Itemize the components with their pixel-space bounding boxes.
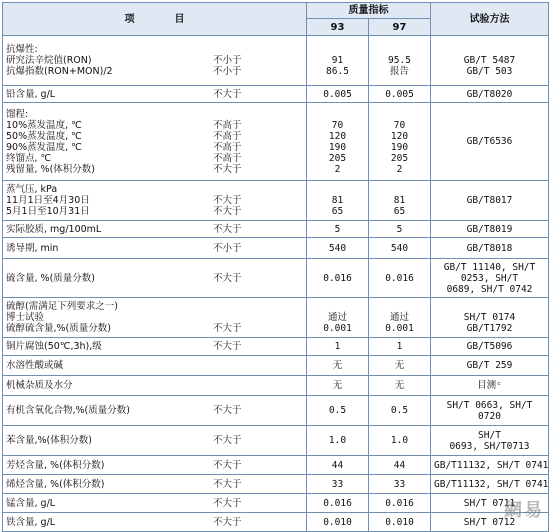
limit-label: 不高于	[213, 142, 303, 153]
grade-97-cell	[369, 238, 431, 259]
item-label: 铁含量, g/L	[6, 517, 55, 528]
grade-97-cell-value: 44	[372, 460, 427, 471]
item-label: 50%蒸发温度, ℃	[6, 131, 82, 142]
limit-label	[213, 380, 303, 391]
table-row	[3, 356, 549, 376]
grade-97-cell-value: 无	[372, 360, 427, 371]
method-cell	[431, 238, 549, 259]
grade-93-cell-value	[310, 44, 365, 55]
header-item: 项 目	[3, 3, 307, 36]
limit-label: 不大于	[213, 323, 303, 334]
item-label: 实际胶质, mg/100mL	[6, 224, 101, 235]
item-label: 芳烃含量, %(体积分数)	[6, 460, 104, 471]
method-cell	[431, 396, 549, 426]
grade-93-cell-value: 1	[310, 341, 365, 352]
table-row	[3, 103, 549, 181]
grade-93-cell-value: 0.001	[310, 323, 365, 334]
grade-93-cell-value	[310, 184, 365, 195]
grade-93-cell	[307, 36, 369, 86]
watermark-logo: 網易	[504, 496, 544, 522]
method-cell	[431, 221, 549, 238]
limit-label: 不大于	[213, 479, 303, 490]
item-label: 抗爆性:	[6, 44, 38, 55]
table-row	[3, 338, 549, 356]
method-cell-value: SH/T	[434, 430, 545, 441]
limit-label	[213, 184, 303, 195]
item-cell	[3, 86, 307, 103]
grade-93-cell	[307, 221, 369, 238]
item-cell	[3, 103, 307, 181]
grade-93-cell-value: 2	[310, 164, 365, 175]
item-label: 硫含量, %(质量分数)	[6, 273, 95, 284]
grade-97-cell	[369, 513, 431, 532]
limit-label: 不高于	[213, 131, 303, 142]
item-cell	[3, 238, 307, 259]
method-cell-value: GB/T6536	[434, 136, 545, 147]
table-row	[3, 426, 549, 456]
item-label: 11月1日至4月30日	[6, 195, 90, 206]
method-cell-value: GB/T 5487	[434, 55, 545, 66]
item-label: 抗爆指数(RON+MON)/2	[6, 66, 113, 77]
limit-label	[213, 301, 303, 312]
header-quality: 质量指标	[307, 3, 431, 19]
method-cell	[431, 103, 549, 181]
grade-97-cell-value: 5	[372, 224, 427, 235]
method-cell-value: GB/T11132, SH/T 0741	[434, 479, 545, 490]
table-row	[3, 259, 549, 298]
item-cell	[3, 259, 307, 298]
item-label: 诱导期, min	[6, 243, 58, 254]
limit-label: 不大于	[213, 435, 303, 446]
grade-97-cell-value: 0.010	[372, 517, 427, 528]
grade-93-cell-value: 190	[310, 142, 365, 153]
grade-97-cell-value: 70	[372, 120, 427, 131]
table-row	[3, 396, 549, 426]
grade-97-cell-value: 0.016	[372, 498, 427, 509]
item-cell	[3, 475, 307, 494]
method-cell-value: 0689, SH/T 0742	[434, 284, 545, 295]
method-cell-value: GB/T1792	[434, 323, 545, 334]
limit-label	[213, 44, 303, 55]
item-label: 水溶性酸或碱	[6, 360, 63, 371]
grade-93-cell	[307, 426, 369, 456]
item-cell	[3, 36, 307, 86]
method-cell-value: GB/T8020	[434, 89, 545, 100]
grade-93-cell-value: 205	[310, 153, 365, 164]
item-cell	[3, 513, 307, 532]
table-row	[3, 494, 549, 513]
limit-label: 不大于	[213, 195, 303, 206]
grade-93-cell-value: 5	[310, 224, 365, 235]
method-cell-value: 0720	[434, 411, 545, 422]
item-cell	[3, 221, 307, 238]
grade-93-cell	[307, 376, 369, 396]
grade-97-cell	[369, 338, 431, 356]
method-cell-value: GB/T 259	[434, 360, 545, 371]
method-cell-value: SH/T 0712	[434, 517, 545, 528]
method-cell	[431, 181, 549, 221]
method-cell-value	[434, 301, 545, 312]
header-grade-93: 93	[307, 19, 369, 36]
header-method: 试验方法	[431, 3, 549, 36]
item-cell	[3, 456, 307, 475]
grade-93-cell	[307, 259, 369, 298]
table-row	[3, 86, 549, 103]
limit-label: 不大于	[213, 517, 303, 528]
method-cell	[431, 456, 549, 475]
grade-97-cell-value: 190	[372, 142, 427, 153]
grade-93-cell-value: 540	[310, 243, 365, 254]
grade-93-cell	[307, 475, 369, 494]
grade-97-cell-value: 报告	[372, 66, 427, 77]
grade-93-cell-value: 0.016	[310, 498, 365, 509]
item-label: 馏程:	[6, 109, 28, 120]
item-label: 铅含量, g/L	[6, 89, 55, 100]
grade-97-cell	[369, 356, 431, 376]
limit-label: 不大于	[213, 498, 303, 509]
method-cell-value: GB/T 503	[434, 66, 545, 77]
table-row	[3, 456, 549, 475]
grade-97-cell-value: 65	[372, 206, 427, 217]
grade-93-cell-value	[310, 301, 365, 312]
limit-label: 不小于	[213, 243, 303, 254]
grade-93-cell-value: 44	[310, 460, 365, 471]
item-label: 90%蒸发温度, ℃	[6, 142, 82, 153]
grade-93-cell-value: 91	[310, 55, 365, 66]
grade-97-cell	[369, 456, 431, 475]
grade-93-cell	[307, 103, 369, 181]
grade-97-cell-value	[372, 109, 427, 120]
method-cell	[431, 36, 549, 86]
limit-label: 不大于	[213, 164, 303, 175]
grade-93-cell	[307, 396, 369, 426]
grade-97-cell-value	[372, 301, 427, 312]
item-label: 研究法辛烷值(RON)	[6, 55, 92, 66]
grade-93-cell-value	[310, 109, 365, 120]
grade-97-cell-value: 0.5	[372, 405, 427, 416]
table-row	[3, 181, 549, 221]
grade-93-cell-value: 0.005	[310, 89, 365, 100]
grade-97-cell-value: 33	[372, 479, 427, 490]
grade-93-cell-value: 33	[310, 479, 365, 490]
grade-97-cell	[369, 86, 431, 103]
grade-93-cell-value: 81	[310, 195, 365, 206]
header-grade-97: 97	[369, 19, 431, 36]
method-cell	[431, 86, 549, 103]
method-cell	[431, 426, 549, 456]
table-row	[3, 238, 549, 259]
grade-97-cell-value	[372, 44, 427, 55]
item-cell	[3, 396, 307, 426]
grade-93-cell-value: 1.0	[310, 435, 365, 446]
item-label: 有机含氧化合物,%(质量分数)	[6, 405, 130, 416]
limit-label: 不大于	[213, 341, 303, 352]
method-cell-value	[434, 44, 545, 55]
grade-93-cell	[307, 298, 369, 338]
grade-97-cell	[369, 36, 431, 86]
item-label: 博士试验	[6, 312, 44, 323]
method-cell	[431, 356, 549, 376]
grade-93-cell	[307, 238, 369, 259]
grade-93-cell	[307, 513, 369, 532]
grade-97-cell	[369, 475, 431, 494]
grade-97-cell-value: 120	[372, 131, 427, 142]
grade-97-cell-value: 81	[372, 195, 427, 206]
grade-97-cell-value: 95.5	[372, 55, 427, 66]
item-label: 10%蒸发温度, ℃	[6, 120, 82, 131]
limit-label: 不高于	[213, 153, 303, 164]
grade-93-cell-value: 无	[310, 380, 365, 391]
item-cell	[3, 298, 307, 338]
method-cell-value: GB/T8019	[434, 224, 545, 235]
item-cell	[3, 426, 307, 456]
item-label: 铜片腐蚀(50℃,3h),级	[6, 341, 102, 352]
item-label: 硫醇(需满足下列要求之一)	[6, 301, 118, 312]
grade-93-cell-value: 无	[310, 360, 365, 371]
item-cell	[3, 376, 307, 396]
grade-97-cell-value: 0.001	[372, 323, 427, 334]
method-cell	[431, 259, 549, 298]
grade-97-cell-value: 0.016	[372, 273, 427, 284]
grade-93-cell	[307, 181, 369, 221]
method-cell-value: GB/T8017	[434, 195, 545, 206]
method-cell	[431, 338, 549, 356]
table-row	[3, 475, 549, 494]
grade-97-cell	[369, 259, 431, 298]
table-row	[3, 376, 549, 396]
table-row	[3, 221, 549, 238]
grade-93-cell-value: 65	[310, 206, 365, 217]
method-cell-value: 0253, SH/T	[434, 273, 545, 284]
limit-label: 不小于	[213, 66, 303, 77]
grade-97-cell	[369, 426, 431, 456]
grade-97-cell-value: 1.0	[372, 435, 427, 446]
item-cell	[3, 356, 307, 376]
item-label: 终馏点, ℃	[6, 153, 51, 164]
grade-97-cell	[369, 494, 431, 513]
method-cell	[431, 475, 549, 494]
grade-93-cell-value: 120	[310, 131, 365, 142]
limit-label	[213, 312, 303, 323]
method-cell-value: 目测ᶜ	[434, 380, 545, 391]
item-label: 硫醇硫含量,%(质量分数)	[6, 323, 111, 334]
table-row	[3, 298, 549, 338]
limit-label	[213, 360, 303, 371]
spec-body	[3, 36, 549, 532]
limit-label: 不大于	[213, 89, 303, 100]
method-cell	[431, 298, 549, 338]
grade-93-cell	[307, 356, 369, 376]
item-label: 烯烃含量, %(体积分数)	[6, 479, 104, 490]
grade-93-cell-value: 0.016	[310, 273, 365, 284]
item-label: 苯含量,%(体积分数)	[6, 435, 92, 446]
grade-93-cell	[307, 456, 369, 475]
method-cell-value: SH/T 0174	[434, 312, 545, 323]
item-cell	[3, 338, 307, 356]
item-label: 锰含量, g/L	[6, 498, 55, 509]
grade-97-cell	[369, 376, 431, 396]
grade-97-cell-value: 205	[372, 153, 427, 164]
gasoline-spec-table	[2, 2, 549, 532]
item-cell	[3, 494, 307, 513]
limit-label: 不大于	[213, 405, 303, 416]
method-cell-value: GB/T5096	[434, 341, 545, 352]
method-cell-value: SH/T 0711	[434, 498, 545, 509]
method-cell-value: GB/T8018	[434, 243, 545, 254]
grade-93-cell	[307, 494, 369, 513]
grade-97-cell	[369, 396, 431, 426]
method-cell-value: GB/T11132, SH/T 0741	[434, 460, 545, 471]
method-cell-value: GB/T 11140, SH/T	[434, 262, 545, 273]
limit-label	[213, 109, 303, 120]
grade-93-cell-value: 通过	[310, 312, 365, 323]
table-row	[3, 36, 549, 86]
grade-93-cell-value: 86.5	[310, 66, 365, 77]
grade-97-cell-value: 通过	[372, 312, 427, 323]
item-label: 蒸气压, kPa	[6, 184, 57, 195]
grade-93-cell-value: 0.5	[310, 405, 365, 416]
method-cell	[431, 376, 549, 396]
limit-label: 不大于	[213, 273, 303, 284]
grade-97-cell	[369, 298, 431, 338]
grade-97-cell-value: 2	[372, 164, 427, 175]
grade-93-cell	[307, 338, 369, 356]
item-label: 5月1日至10月31日	[6, 206, 90, 217]
grade-93-cell-value: 70	[310, 120, 365, 131]
grade-97-cell	[369, 221, 431, 238]
method-cell-value: 0693, SH/T0713	[434, 441, 545, 452]
grade-97-cell	[369, 103, 431, 181]
limit-label: 不大于	[213, 460, 303, 471]
limit-label: 不小于	[213, 55, 303, 66]
grade-97-cell	[369, 181, 431, 221]
grade-93-cell-value: 0.010	[310, 517, 365, 528]
limit-label: 不大于	[213, 206, 303, 217]
item-label: 机械杂质及水分	[6, 380, 73, 391]
item-label: 残留量, %(体积分数)	[6, 164, 95, 175]
table-row	[3, 513, 549, 532]
grade-97-cell-value: 540	[372, 243, 427, 254]
grade-97-cell-value: 无	[372, 380, 427, 391]
method-cell-value: SH/T 0663, SH/T	[434, 400, 545, 411]
item-cell	[3, 181, 307, 221]
grade-97-cell-value: 0.005	[372, 89, 427, 100]
limit-label: 不高于	[213, 120, 303, 131]
grade-97-cell-value	[372, 184, 427, 195]
limit-label: 不大于	[213, 224, 303, 235]
grade-97-cell-value: 1	[372, 341, 427, 352]
grade-93-cell	[307, 86, 369, 103]
